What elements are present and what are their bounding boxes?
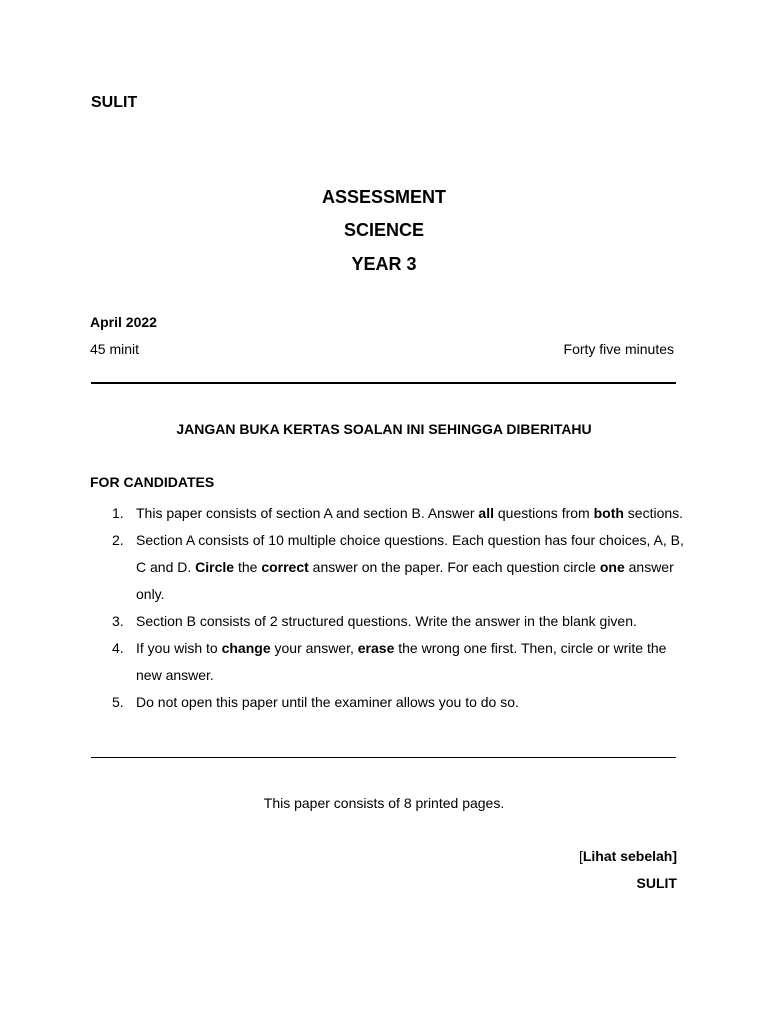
instruction-text: answer on the paper. For each question circle xyxy=(308,559,600,575)
instruction-number: 3. xyxy=(112,613,124,629)
instruction-number: 1. xyxy=(112,505,124,521)
instruction-item xyxy=(90,608,685,635)
duration-english: Forty five minutes xyxy=(563,341,674,357)
turn-over-text: Lihat sebelah] xyxy=(582,848,677,864)
instruction-text: Section A consists of 10 multiple choice questions. Each question has four choices, A, B, C and D. xyxy=(136,532,684,575)
divider-thin xyxy=(91,757,676,758)
title-assessment: ASSESSMENT xyxy=(321,187,447,207)
instruction-emphasis: correct xyxy=(261,559,309,575)
turn-over-note xyxy=(579,848,677,864)
instructions-list xyxy=(90,500,685,716)
divider-thick xyxy=(91,382,676,384)
turn-over-bracket: [ xyxy=(578,848,583,864)
classification-label-top: SULIT xyxy=(91,94,138,111)
instruction-number: 2. xyxy=(112,532,124,548)
instruction-emphasis: both xyxy=(593,505,624,521)
instruction-text: answer only. xyxy=(136,559,674,602)
candidates-heading: FOR CANDIDATES xyxy=(90,474,215,490)
instruction-text: the wrong one first. Then, circle or write the new answer. xyxy=(136,640,667,683)
instruction-number: 5. xyxy=(112,694,124,710)
duration-malay: 45 minit xyxy=(90,341,140,357)
instruction-emphasis: erase xyxy=(357,640,395,656)
instruction-emphasis: change xyxy=(221,640,271,656)
instruction-text: your answer, xyxy=(270,640,358,656)
pages-note: This paper consists of 8 printed pages. xyxy=(263,795,505,811)
exam-date: April 2022 xyxy=(90,314,157,330)
classification-label-bottom: SULIT xyxy=(636,875,677,891)
instruction-item xyxy=(90,635,685,689)
warning-notice: JANGAN BUKA KERTAS SOALAN INI SEHINGGA DIBERITAHU xyxy=(176,421,592,437)
title-subject: SCIENCE xyxy=(343,220,424,240)
instruction-text: sections. xyxy=(623,505,684,521)
instruction-text: If you wish to xyxy=(136,640,222,656)
instruction-item xyxy=(90,527,685,608)
instruction-number: 4. xyxy=(112,640,124,656)
instruction-item xyxy=(90,500,685,527)
instruction-emphasis: Circle xyxy=(195,559,235,575)
instruction-item xyxy=(90,689,685,716)
instruction-text: This paper consists of section A and section B. Answer xyxy=(136,505,479,521)
instruction-text: questions from xyxy=(493,505,594,521)
instruction-text: Section B consists of 2 structured questions. Write the answer in the blank given. xyxy=(136,613,637,629)
title-year: YEAR 3 xyxy=(351,254,417,274)
instruction-emphasis: all xyxy=(478,505,494,521)
instruction-text: Do not open this paper until the examiner allows you to do so. xyxy=(136,694,519,710)
instruction-emphasis: one xyxy=(599,559,625,575)
instruction-text: the xyxy=(234,559,262,575)
